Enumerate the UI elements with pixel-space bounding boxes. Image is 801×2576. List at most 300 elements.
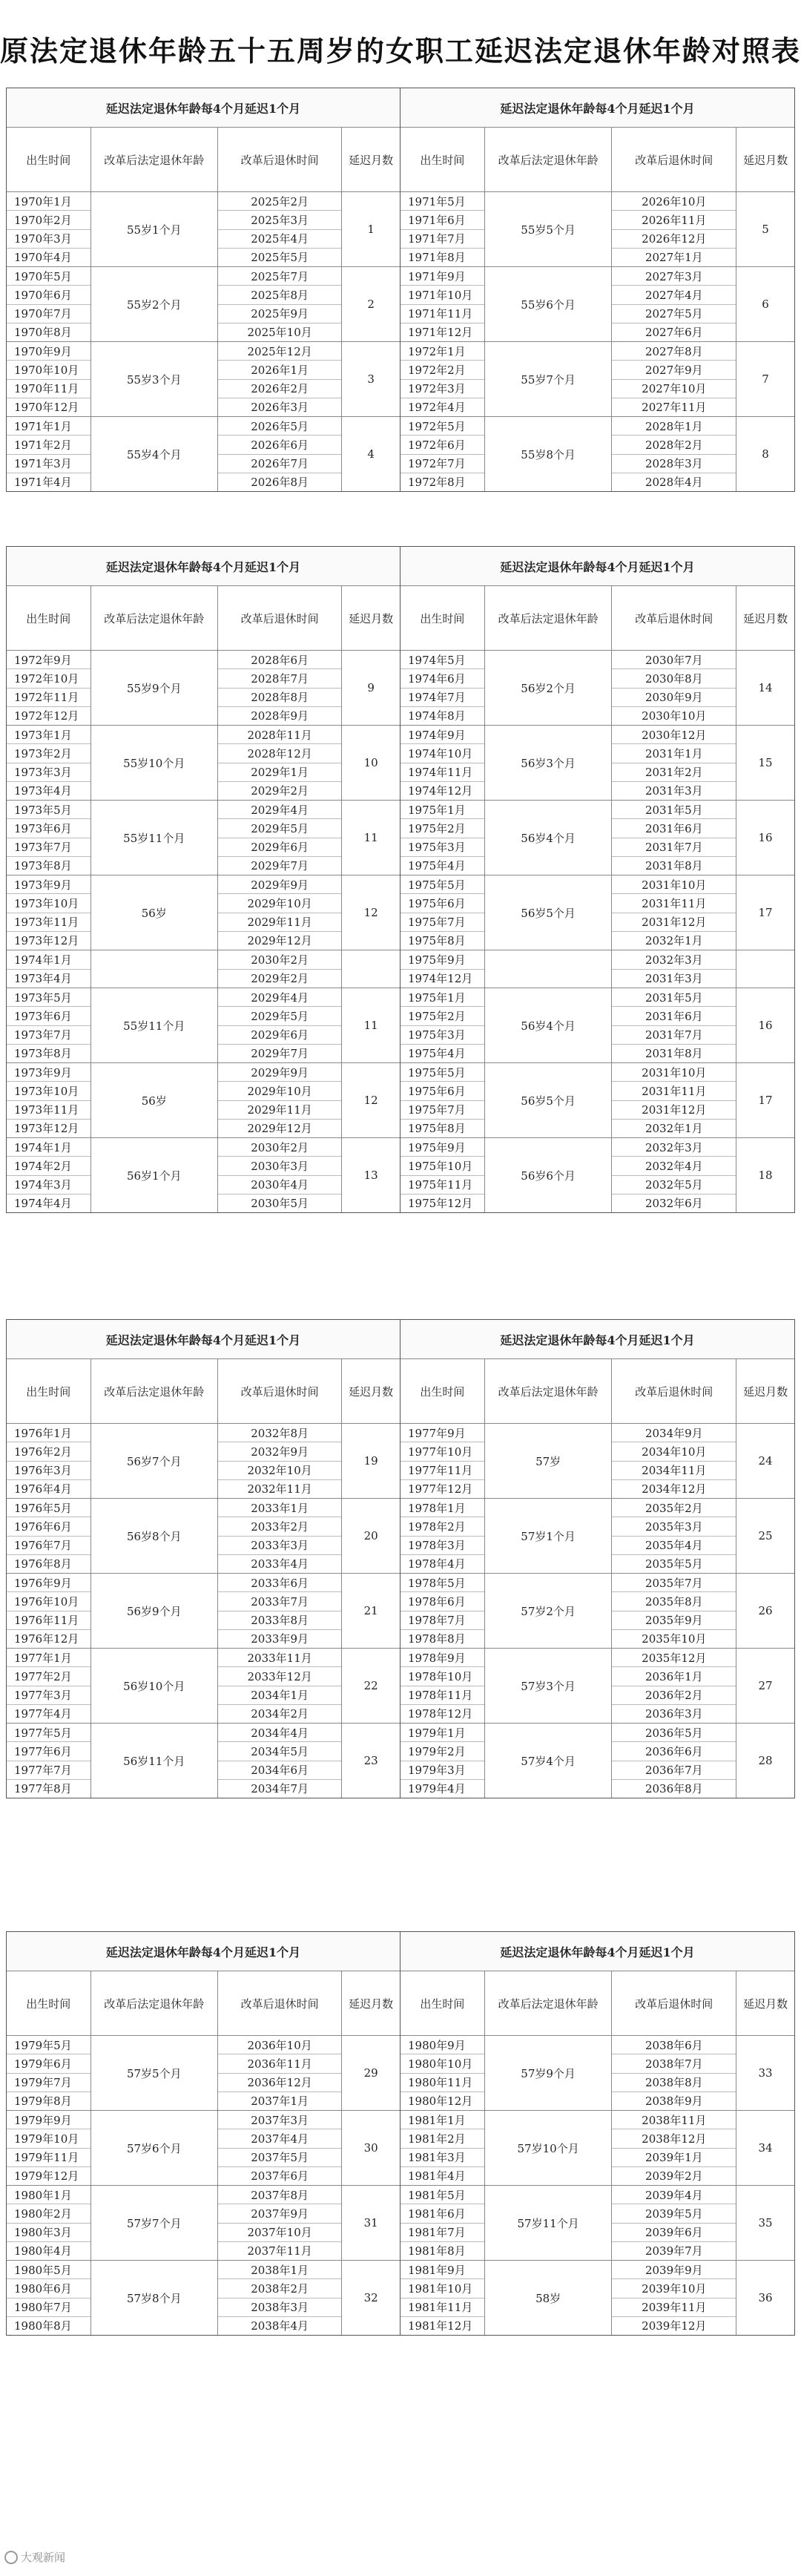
age-cell: 55岁11个月 (123, 1019, 185, 1033)
table-groups (400, 1424, 794, 1798)
time-cell: 2030年2月 (218, 1138, 341, 1157)
table-group (7, 342, 400, 417)
birth-column (7, 1724, 91, 1798)
time-cell: 2034年6月 (218, 1761, 341, 1780)
time-cell: 2029年9月 (218, 875, 341, 894)
birth-column (7, 342, 91, 416)
birth-cell: 1978年3月 (400, 1537, 484, 1555)
time-column (612, 1649, 736, 1723)
age-cell: 56岁5个月 (521, 1094, 576, 1108)
birth-cell: 1974年1月 (7, 1138, 90, 1157)
months-column (736, 988, 794, 1062)
time-cell: 2031年7月 (612, 1026, 736, 1045)
table-group (7, 1138, 400, 1212)
header-time: 改革后退休时间 (612, 586, 736, 650)
birth-cell: 1971年7月 (400, 230, 484, 249)
birth-cell: 1978年9月 (400, 1649, 484, 1667)
birth-cell: 1980年1月 (7, 2186, 90, 2204)
time-cell: 2030年4月 (218, 1176, 341, 1195)
birth-column (400, 1649, 485, 1723)
time-column (218, 1649, 342, 1723)
birth-cell: 1976年3月 (7, 1462, 90, 1480)
time-cell: 2029年11月 (218, 1101, 341, 1120)
table-right (400, 1931, 795, 2336)
time-cell: 2026年12月 (612, 230, 736, 249)
age-column (91, 1574, 218, 1648)
birth-cell: 1976年12月 (14, 1632, 79, 1646)
table-groups (400, 651, 794, 1212)
age-column (485, 875, 613, 950)
birth-cell: 1975年5月 (400, 1063, 484, 1082)
time-cell: 2028年4月 (645, 476, 703, 490)
header-months: 延迟月数 (349, 1384, 394, 1399)
header-age: 改革后法定退休年龄 (485, 586, 613, 650)
months-cell: 10 (363, 756, 378, 769)
table-row-pair (6, 1319, 795, 1798)
time-cell: 2036年10月 (218, 2036, 341, 2054)
time-cell: 2031年6月 (612, 1007, 736, 1025)
time-cell: 2032年1月 (645, 1122, 703, 1136)
age-column (485, 342, 613, 416)
age-column (485, 1063, 613, 1137)
time-column (218, 342, 342, 416)
months-column (736, 342, 794, 416)
birth-cell: 1978年4月 (408, 1557, 466, 1571)
months-cell: 27 (758, 1679, 773, 1692)
time-cell: 2029年7月 (251, 1047, 309, 1061)
age-column (485, 417, 613, 491)
birth-cell: 1981年6月 (400, 2204, 484, 2223)
months-column (736, 726, 794, 800)
birth-column (400, 801, 485, 875)
time-column (218, 875, 342, 950)
table-right (400, 546, 795, 1213)
months-column (736, 1063, 794, 1137)
age-cell: 55岁5个月 (521, 223, 576, 237)
table-group (400, 1574, 794, 1649)
months-cell: 9 (367, 681, 375, 694)
table-group (7, 1574, 400, 1649)
birth-cell: 1974年1月 (7, 950, 90, 970)
time-cell: 2025年5月 (251, 251, 309, 265)
time-cell: 2027年3月 (612, 267, 736, 286)
months-column (736, 1138, 794, 1212)
column-headers (400, 586, 794, 651)
months-cell: 12 (363, 1094, 378, 1107)
birth-column (400, 1574, 485, 1648)
table-group (7, 651, 400, 726)
header-age: 改革后法定退休年龄 (91, 128, 218, 191)
time-column (218, 1724, 342, 1798)
age-cell: 55岁7个月 (521, 372, 576, 387)
birth-cell: 1973年2月 (7, 744, 90, 763)
time-cell: 2027年4月 (612, 286, 736, 304)
birth-cell: 1979年7月 (7, 2074, 90, 2092)
time-cell: 2036年6月 (612, 1742, 736, 1761)
age-column (485, 1649, 613, 1723)
months-cell: 24 (758, 1454, 773, 1468)
age-column (485, 267, 613, 341)
column-headers (400, 1359, 794, 1424)
age-column (91, 988, 218, 1062)
time-cell: 2027年5月 (612, 305, 736, 323)
column-headers (7, 1971, 400, 2036)
birth-cell: 1975年8月 (408, 934, 466, 948)
months-column (736, 1499, 794, 1573)
table-group (400, 1063, 794, 1138)
months-cell: 26 (758, 1604, 773, 1617)
time-cell: 2036年7月 (612, 1761, 736, 1780)
age-cell: 56岁4个月 (521, 831, 576, 845)
header-months: 延迟月数 (349, 1997, 394, 2011)
birth-cell: 1975年5月 (400, 875, 484, 894)
time-cell: 2033年8月 (218, 1611, 341, 1630)
table-left (6, 546, 400, 1213)
birth-cell: 1970年9月 (7, 342, 90, 361)
birth-cell: 1975年6月 (400, 1082, 484, 1100)
birth-column (400, 651, 485, 725)
time-cell: 2025年7月 (218, 267, 341, 286)
birth-cell: 1973年8月 (14, 859, 72, 873)
age-column (91, 342, 218, 416)
table-group (7, 950, 400, 988)
months-cell (342, 950, 400, 988)
birth-column (7, 2111, 91, 2185)
months-column (342, 1499, 400, 1573)
time-cell: 2030年8月 (612, 669, 736, 688)
birth-column (400, 875, 485, 950)
table-group (400, 342, 794, 417)
table-group (400, 417, 794, 491)
birth-cell: 1973年7月 (7, 838, 90, 857)
time-cell: 2031年8月 (645, 1047, 703, 1061)
time-cell: 2035年12月 (612, 1649, 736, 1667)
time-cell: 2029年12月 (247, 934, 312, 948)
time-column (612, 2036, 736, 2110)
birth-cell: 1980年6月 (7, 2279, 90, 2298)
months-column (736, 192, 794, 266)
time-cell: 2033年11月 (218, 1649, 341, 1667)
months-column (342, 988, 400, 1062)
birth-cell: 1973年3月 (7, 763, 90, 782)
time-cell: 2026年3月 (251, 401, 309, 415)
time-cell: 2026年10月 (612, 192, 736, 211)
time-column (218, 1499, 342, 1573)
birth-cell: 1981年1月 (400, 2111, 484, 2129)
age-cell: 56岁3个月 (521, 756, 576, 770)
time-cell: 2031年3月 (645, 784, 703, 798)
birth-cell: 1979年6月 (7, 2054, 90, 2073)
header-birth: 出生时间 (400, 1971, 485, 2035)
time-column (612, 875, 736, 950)
time-cell: 2026年8月 (251, 476, 309, 490)
birth-cell: 1972年4月 (408, 401, 466, 415)
time-column (218, 2261, 342, 2335)
time-cell: 2032年6月 (645, 1197, 703, 1211)
table-right (400, 88, 795, 492)
birth-cell: 1981年9月 (400, 2261, 484, 2279)
months-column (342, 950, 400, 988)
age-column (485, 1724, 613, 1798)
age-column (91, 417, 218, 491)
time-cell: 2031年1月 (612, 744, 736, 763)
birth-column (400, 726, 485, 800)
table-banner: 延迟法定退休年龄每4个月延迟1个月 (7, 547, 400, 586)
birth-cell: 1977年12月 (408, 1482, 473, 1496)
time-column (218, 2186, 342, 2260)
column-headers (7, 586, 400, 651)
age-column (91, 801, 218, 875)
birth-cell: 1981年5月 (400, 2186, 484, 2204)
age-cell (91, 950, 217, 988)
age-column (485, 2111, 613, 2185)
age-cell: 56岁7个月 (126, 1454, 182, 1468)
birth-cell: 1972年6月 (400, 436, 484, 454)
time-column (612, 267, 736, 341)
birth-cell: 1975年1月 (400, 988, 484, 1007)
table-group (400, 950, 794, 988)
birth-cell: 1976年10月 (7, 1592, 90, 1611)
birth-cell: 1970年2月 (7, 211, 90, 229)
age-cell: 55岁4个月 (126, 447, 182, 461)
birth-cell: 1972年5月 (400, 417, 484, 436)
age-column (91, 1724, 218, 1798)
table-group (7, 192, 400, 267)
table-group (400, 1724, 794, 1798)
birth-cell: 1976年4月 (14, 1482, 72, 1496)
birth-cell: 1979年8月 (14, 2094, 72, 2109)
time-cell: 2031年12月 (612, 1101, 736, 1120)
birth-cell: 1973年4月 (14, 972, 72, 986)
birth-cell: 1974年8月 (408, 709, 466, 723)
header-age: 改革后法定退休年龄 (485, 128, 613, 191)
birth-cell: 1975年2月 (400, 1007, 484, 1025)
header-months: 延迟月数 (349, 153, 394, 167)
time-cell: 2026年2月 (218, 380, 341, 398)
time-cell: 2037年8月 (218, 2186, 341, 2204)
time-cell: 2031年2月 (612, 763, 736, 782)
time-cell: 2036年5月 (612, 1724, 736, 1742)
time-column (612, 417, 736, 491)
birth-cell: 1974年10月 (400, 744, 484, 763)
birth-column (400, 1499, 485, 1573)
time-cell: 2033年12月 (218, 1667, 341, 1686)
age-cell: 56岁10个月 (123, 1679, 185, 1693)
months-column (342, 2261, 400, 2335)
time-cell: 2031年10月 (612, 1063, 736, 1082)
time-cell: 2033年6月 (218, 1574, 341, 1592)
table-group (400, 1138, 794, 1212)
table-group (7, 417, 400, 491)
table-group (7, 2111, 400, 2186)
time-cell: 2029年10月 (218, 894, 341, 913)
time-cell: 2039年4月 (612, 2186, 736, 2204)
age-cell: 57岁5个月 (126, 2066, 182, 2080)
months-cell: 11 (363, 1019, 378, 1032)
birth-column (400, 342, 485, 416)
time-cell: 2039年2月 (645, 2169, 703, 2184)
months-cell: 16 (758, 831, 773, 844)
birth-cell: 1970年6月 (7, 286, 90, 304)
time-column (218, 950, 342, 988)
age-column (91, 2036, 218, 2110)
birth-cell: 1974年12月 (408, 784, 473, 798)
table-row-pair (6, 1931, 795, 2336)
time-cell: 2034年5月 (218, 1742, 341, 1761)
months-column (736, 801, 794, 875)
time-cell: 2025年9月 (218, 305, 341, 323)
age-column (485, 726, 613, 800)
time-cell: 2030年12月 (612, 726, 736, 744)
column-headers (400, 128, 794, 192)
header-age: 改革后法定退休年龄 (91, 586, 218, 650)
age-cell: 55岁10个月 (123, 756, 185, 770)
time-cell: 2032年5月 (612, 1176, 736, 1195)
birth-cell: 1972年12月 (14, 709, 79, 723)
months-column (736, 651, 794, 725)
age-column (485, 192, 613, 266)
table-group (7, 2036, 400, 2111)
header-months: 延迟月数 (743, 1384, 788, 1399)
time-cell: 2034年7月 (251, 1782, 309, 1796)
birth-cell: 1970年11月 (7, 380, 90, 398)
birth-cell: 1974年11月 (400, 763, 484, 782)
time-cell: 2039年7月 (645, 2244, 703, 2258)
time-cell: 2031年12月 (612, 913, 736, 932)
table-row-pair (6, 88, 795, 492)
months-column (736, 875, 794, 950)
time-cell: 2038年3月 (218, 2299, 341, 2317)
header-birth: 出生时间 (400, 586, 485, 650)
age-cell: 56岁5个月 (521, 906, 576, 920)
table-right (400, 1319, 795, 1798)
birth-cell: 1975年9月 (400, 950, 484, 970)
birth-cell: 1980年8月 (14, 2319, 72, 2333)
time-column (612, 342, 736, 416)
birth-cell: 1977年5月 (7, 1724, 90, 1742)
birth-cell: 1970年7月 (7, 305, 90, 323)
time-column (218, 417, 342, 491)
birth-cell: 1975年4月 (408, 1047, 466, 1061)
header-age: 改革后法定退休年龄 (91, 1971, 218, 2035)
table-groups (7, 192, 400, 491)
birth-cell: 1975年10月 (400, 1157, 484, 1175)
birth-cell: 1972年11月 (7, 689, 90, 707)
header-months: 延迟月数 (743, 153, 788, 167)
age-column (485, 2186, 613, 2260)
header-time: 改革后退休时间 (218, 128, 342, 191)
age-cell: 57岁6个月 (126, 2141, 182, 2155)
birth-cell: 1974年5月 (400, 651, 484, 669)
birth-cell: 1980年2月 (7, 2204, 90, 2223)
time-cell: 2037年4月 (218, 2129, 341, 2148)
months-column (342, 1063, 400, 1137)
time-cell: 2027年10月 (612, 380, 736, 398)
time-cell: 2025年8月 (218, 286, 341, 304)
header-time: 改革后退休时间 (612, 128, 736, 191)
time-cell: 2032年3月 (612, 950, 736, 970)
birth-column (400, 2036, 485, 2110)
age-cell: 57岁1个月 (521, 1529, 576, 1543)
birth-column (400, 2186, 485, 2260)
time-column (612, 192, 736, 266)
age-cell: 57岁9个月 (521, 2066, 576, 2080)
birth-cell: 1975年2月 (400, 819, 484, 838)
time-cell: 2025年10月 (247, 326, 312, 340)
table-groups (7, 1424, 400, 1798)
age-column (91, 726, 218, 800)
birth-cell: 1974年3月 (7, 1176, 90, 1195)
birth-cell: 1977年3月 (7, 1686, 90, 1705)
birth-cell: 1971年1月 (7, 417, 90, 436)
birth-cell: 1970年5月 (7, 267, 90, 286)
time-cell: 2035年2月 (612, 1499, 736, 1517)
birth-cell: 1981年3月 (400, 2149, 484, 2167)
birth-cell: 1978年6月 (400, 1592, 484, 1611)
birth-column (7, 2186, 91, 2260)
time-cell: 2028年6月 (218, 651, 341, 669)
table-group (400, 192, 794, 267)
time-cell: 2029年4月 (218, 801, 341, 819)
months-column (342, 192, 400, 266)
time-cell: 2027年8月 (612, 342, 736, 361)
birth-column (7, 1574, 91, 1648)
birth-cell: 1971年12月 (408, 326, 473, 340)
birth-cell: 1978年7月 (400, 1611, 484, 1630)
months-column (736, 1724, 794, 1798)
birth-cell: 1977年10月 (400, 1442, 484, 1461)
time-cell: 2036年12月 (218, 2074, 341, 2092)
months-cell: 29 (363, 2066, 378, 2080)
birth-cell: 1979年3月 (400, 1761, 484, 1780)
time-cell: 2029年1月 (218, 763, 341, 782)
months-column (736, 2036, 794, 2110)
birth-cell: 1977年11月 (400, 1462, 484, 1480)
birth-column (400, 1138, 485, 1212)
birth-cell: 1981年2月 (400, 2129, 484, 2148)
months-column (736, 2111, 794, 2185)
time-column (612, 988, 736, 1062)
months-cell: 34 (758, 2141, 773, 2155)
birth-cell: 1973年10月 (7, 894, 90, 913)
months-column (342, 651, 400, 725)
age-column (485, 1138, 613, 1212)
birth-cell: 1973年5月 (7, 988, 90, 1007)
birth-cell: 1975年1月 (400, 801, 484, 819)
time-cell: 2039年9月 (612, 2261, 736, 2279)
months-column (342, 1424, 400, 1498)
column-headers (7, 1359, 400, 1424)
table-block (6, 546, 795, 1213)
header-time: 改革后退休时间 (612, 1359, 736, 1423)
time-cell: 2039年11月 (612, 2299, 736, 2317)
time-cell: 2039年12月 (642, 2319, 707, 2333)
table-left (6, 1319, 400, 1798)
birth-column (400, 1724, 485, 1798)
birth-column (400, 192, 485, 266)
age-cell: 57岁11个月 (517, 2216, 579, 2230)
time-cell: 2035年7月 (612, 1574, 736, 1592)
header-months: 延迟月数 (349, 611, 394, 625)
birth-cell: 1973年6月 (7, 819, 90, 838)
time-cell: 2036年1月 (612, 1667, 736, 1686)
birth-cell: 1981年12月 (408, 2319, 473, 2333)
months-cell: 16 (758, 1019, 773, 1032)
table-group (7, 1649, 400, 1724)
birth-cell: 1976年5月 (7, 1499, 90, 1517)
age-cell: 58岁 (535, 2291, 561, 2305)
age-cell: 55岁6个月 (521, 298, 576, 312)
